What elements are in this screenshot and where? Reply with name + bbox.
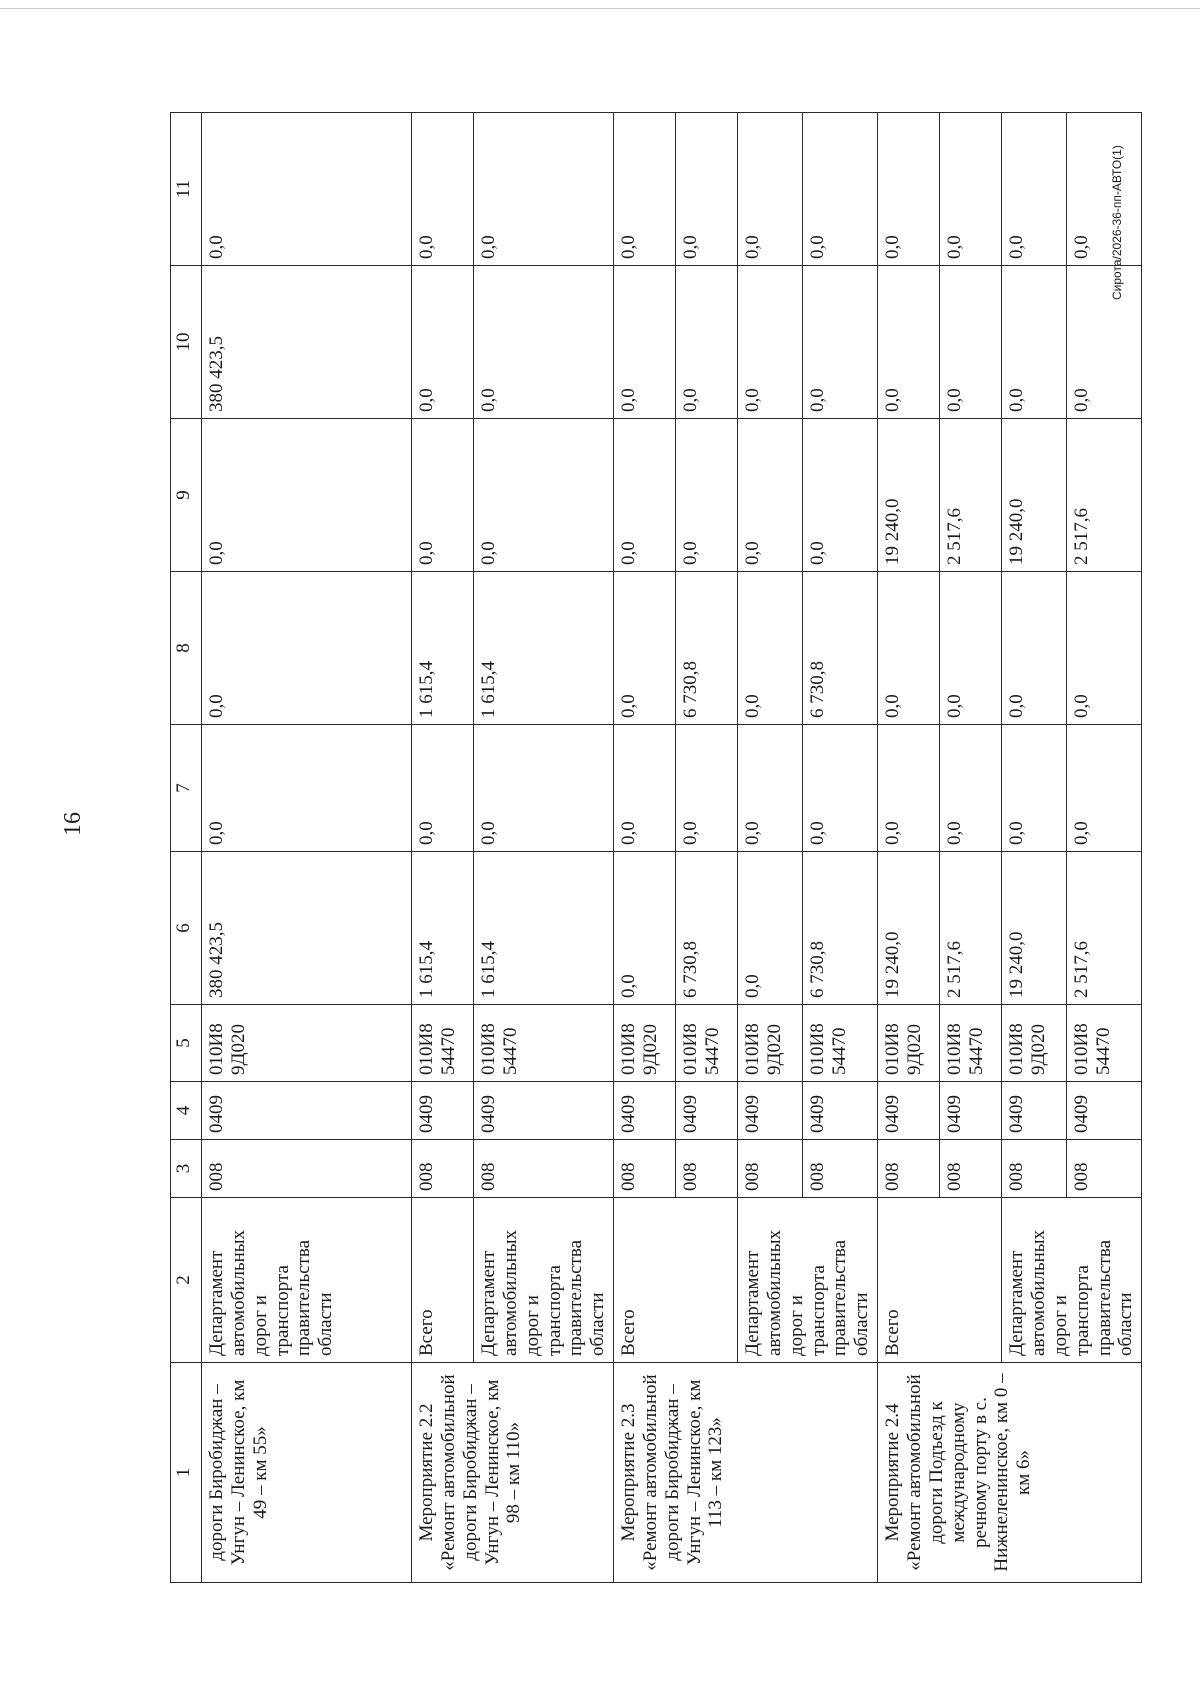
- col-header-1: 1: [171, 1363, 202, 1583]
- table-row: [614, 113, 676, 1583]
- value-cell-10: 380 423,5: [202, 266, 412, 419]
- table-row: [202, 113, 412, 1583]
- value-cell-8: 6 730,8: [676, 572, 738, 725]
- value-cell-6: 1 615,4: [412, 852, 474, 1005]
- target-code-cell: 010И8 54470: [676, 1005, 738, 1082]
- gov-code-cell: 008: [738, 1140, 803, 1198]
- col-header-8: 8: [171, 572, 202, 725]
- value-cell-7: 0,0: [1002, 725, 1067, 852]
- col-header-9: 9: [171, 419, 202, 572]
- value-cell-11: 0,0: [1066, 113, 1141, 266]
- section-code-cell: 0409: [940, 1082, 1002, 1140]
- value-cell-10: 0,0: [802, 266, 877, 419]
- measure-name: Мероприятие 2.2 «Ремонт автомобильной дороги Биробиджан – Унгун – Ленинское, км 98 – км 110»: [412, 1363, 614, 1583]
- value-cell-8: 6 730,8: [802, 572, 877, 725]
- measure-name: Мероприятие 2.4 «Ремонт автомобильной дороги Подъезд к международному речному порту в с. Нижнеленинское, км 0 – км 6»: [878, 1363, 1142, 1583]
- value-cell-10: 0,0: [412, 266, 474, 419]
- value-cell-11: 0,0: [676, 113, 738, 266]
- value-cell-9: 2 517,6: [940, 419, 1002, 572]
- value-cell-11: 0,0: [1002, 113, 1067, 266]
- section-code-cell: 0409: [1002, 1082, 1067, 1140]
- value-cell-9: 0,0: [412, 419, 474, 572]
- value-cell-9: 19 240,0: [1002, 419, 1067, 572]
- value-cell-11: 0,0: [878, 113, 940, 266]
- value-cell-8: 1 615,4: [412, 572, 474, 725]
- value-cell-10: 0,0: [676, 266, 738, 419]
- executor-cell: Всего: [614, 1198, 738, 1363]
- gov-code-cell: 008: [676, 1140, 738, 1198]
- value-cell-7: 0,0: [202, 725, 412, 852]
- value-cell-7: 0,0: [474, 725, 614, 852]
- value-cell-10: 0,0: [738, 266, 803, 419]
- value-cell-7: 0,0: [1066, 725, 1141, 852]
- gov-code-cell: 008: [202, 1140, 412, 1198]
- budget-table: [170, 112, 1142, 1583]
- value-cell-6: 2 517,6: [940, 852, 1002, 1005]
- section-code-cell: 0409: [738, 1082, 803, 1140]
- value-cell-11: 0,0: [202, 113, 412, 266]
- table-row: [878, 113, 940, 1583]
- value-cell-10: 0,0: [614, 266, 676, 419]
- target-code-cell: 010И8 54470: [802, 1005, 877, 1082]
- col-header-3: 3: [171, 1140, 202, 1198]
- col-header-5: 5: [171, 1005, 202, 1082]
- value-cell-9: 2 517,6: [1066, 419, 1141, 572]
- gov-code-cell: 008: [1066, 1140, 1141, 1198]
- table-row: [474, 113, 614, 1583]
- section-code-cell: 0409: [412, 1082, 474, 1140]
- value-cell-11: 0,0: [940, 113, 1002, 266]
- value-cell-6: 0,0: [738, 852, 803, 1005]
- col-header-2: 2: [171, 1198, 202, 1363]
- value-cell-9: 0,0: [738, 419, 803, 572]
- gov-code-cell: 008: [878, 1140, 940, 1198]
- value-cell-9: 0,0: [614, 419, 676, 572]
- section-code-cell: 0409: [614, 1082, 676, 1140]
- value-cell-8: 0,0: [738, 572, 803, 725]
- executor-cell: Департамент автомобильных дорог и транспорта правительства области: [738, 1198, 878, 1363]
- executor-cell: Департамент автомобильных дорог и транспорта правительства области: [202, 1198, 412, 1363]
- gov-code-cell: 008: [1002, 1140, 1067, 1198]
- gov-code-cell: 008: [802, 1140, 877, 1198]
- col-header-7: 7: [171, 725, 202, 852]
- value-cell-6: 19 240,0: [878, 852, 940, 1005]
- executor-cell: Департамент автомобильных дорог и транспорта правительства области: [474, 1198, 614, 1363]
- value-cell-10: 0,0: [1066, 266, 1141, 419]
- col-header-10: 10: [171, 266, 202, 419]
- value-cell-6: 0,0: [614, 852, 676, 1005]
- value-cell-6: 1 615,4: [474, 852, 614, 1005]
- value-cell-8: 0,0: [1066, 572, 1141, 725]
- section-code-cell: 0409: [202, 1082, 412, 1140]
- section-code-cell: 0409: [474, 1082, 614, 1140]
- section-code-cell: 0409: [676, 1082, 738, 1140]
- section-code-cell: 0409: [878, 1082, 940, 1140]
- gov-code-cell: 008: [940, 1140, 1002, 1198]
- value-cell-7: 0,0: [412, 725, 474, 852]
- value-cell-6: 6 730,8: [676, 852, 738, 1005]
- col-header-6: 6: [171, 852, 202, 1005]
- value-cell-11: 0,0: [614, 113, 676, 266]
- value-cell-6: 380 423,5: [202, 852, 412, 1005]
- value-cell-6: 6 730,8: [802, 852, 877, 1005]
- value-cell-10: 0,0: [474, 266, 614, 419]
- value-cell-8: 0,0: [878, 572, 940, 725]
- gov-code-cell: 008: [614, 1140, 676, 1198]
- table-row: [412, 113, 474, 1583]
- col-header-4: 4: [171, 1082, 202, 1140]
- value-cell-8: 0,0: [1002, 572, 1067, 725]
- value-cell-7: 0,0: [676, 725, 738, 852]
- target-code-cell: 010И8 54470: [412, 1005, 474, 1082]
- table-row: [1002, 113, 1067, 1583]
- target-code-cell: 010И8 9Д020: [202, 1005, 412, 1082]
- footer-document-code: Сирота/2026-36-пп-АВТО(1): [1110, 145, 1124, 300]
- measure-name: Мероприятие 2.3 «Ремонт автомобильной дороги Биробиджан – Унгун – Ленинское, км 113 – км 123»: [614, 1363, 878, 1583]
- executor-cell: Всего: [878, 1198, 1002, 1363]
- col-header-11: 11: [171, 113, 202, 266]
- target-code-cell: 010И8 9Д020: [614, 1005, 676, 1082]
- value-cell-8: 1 615,4: [474, 572, 614, 725]
- gov-code-cell: 008: [412, 1140, 474, 1198]
- value-cell-8: 0,0: [202, 572, 412, 725]
- value-cell-7: 0,0: [614, 725, 676, 852]
- value-cell-6: 2 517,6: [1066, 852, 1141, 1005]
- value-cell-7: 0,0: [878, 725, 940, 852]
- value-cell-8: 0,0: [940, 572, 1002, 725]
- section-code-cell: 0409: [802, 1082, 877, 1140]
- top-scan-rule: [0, 8, 1200, 9]
- rotated-table-container: [170, 113, 1135, 1583]
- value-cell-11: 0,0: [412, 113, 474, 266]
- value-cell-7: 0,0: [940, 725, 1002, 852]
- target-code-cell: 010И8 9Д020: [878, 1005, 940, 1082]
- header-row: [171, 113, 202, 1583]
- value-cell-9: 19 240,0: [878, 419, 940, 572]
- value-cell-8: 0,0: [614, 572, 676, 725]
- value-cell-9: 0,0: [474, 419, 614, 572]
- table-row: [738, 113, 803, 1583]
- value-cell-9: 0,0: [802, 419, 877, 572]
- target-code-cell: 010И8 54470: [474, 1005, 614, 1082]
- target-code-cell: 010И8 54470: [1066, 1005, 1141, 1082]
- value-cell-7: 0,0: [802, 725, 877, 852]
- page-number: 16: [60, 812, 86, 836]
- value-cell-11: 0,0: [474, 113, 614, 266]
- value-cell-10: 0,0: [1002, 266, 1067, 419]
- value-cell-9: 0,0: [202, 419, 412, 572]
- value-cell-10: 0,0: [940, 266, 1002, 419]
- section-code-cell: 0409: [1066, 1082, 1141, 1140]
- executor-cell: Всего: [412, 1198, 474, 1363]
- target-code-cell: 010И8 54470: [940, 1005, 1002, 1082]
- value-cell-6: 19 240,0: [1002, 852, 1067, 1005]
- target-code-cell: 010И8 9Д020: [738, 1005, 803, 1082]
- value-cell-9: 0,0: [676, 419, 738, 572]
- value-cell-10: 0,0: [878, 266, 940, 419]
- value-cell-7: 0,0: [738, 725, 803, 852]
- value-cell-11: 0,0: [738, 113, 803, 266]
- value-cell-11: 0,0: [802, 113, 877, 266]
- measure-name: дороги Биробиджан – Унгун – Ленинское, км 49 – км 55»: [202, 1363, 412, 1583]
- gov-code-cell: 008: [474, 1140, 614, 1198]
- executor-cell: Департамент автомобильных дорог и транспорта правительства области: [1002, 1198, 1142, 1363]
- target-code-cell: 010И8 9Д020: [1002, 1005, 1067, 1082]
